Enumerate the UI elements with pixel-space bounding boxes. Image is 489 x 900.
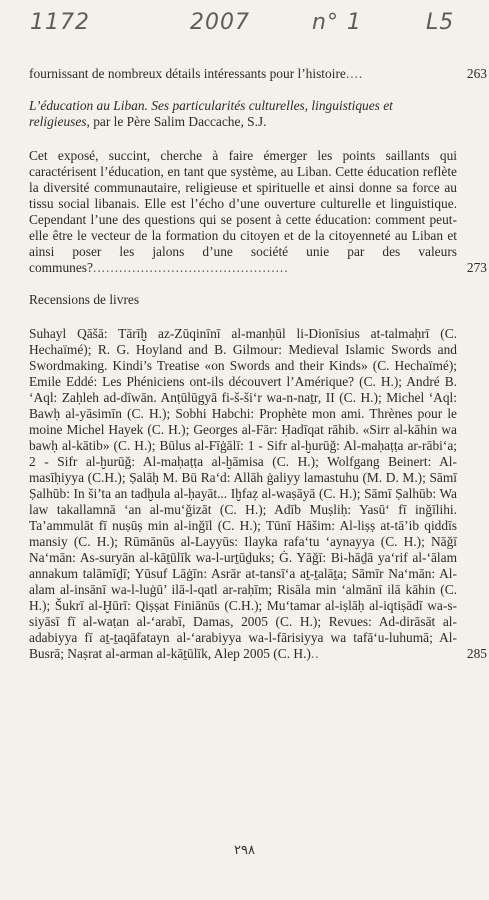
- leader-dots: ..: [310, 646, 320, 661]
- leader-dots: ....: [345, 66, 364, 81]
- article-title: L’éducation au Liban. Ses particularités culturelles, linguistiques et religieuses: [29, 98, 393, 129]
- handwritten-note-year: 2007: [190, 10, 250, 35]
- page-ref-285: 285: [466, 646, 487, 661]
- page-ref-263: 263: [466, 66, 487, 81]
- continuation-text: fournissant de nombreux détails intéressants pour l’histoire: [29, 66, 346, 81]
- article-title-entry: [29, 98, 457, 130]
- abstract-entry: [29, 148, 487, 276]
- page-ref-273: 273: [466, 260, 487, 275]
- continuation-entry: [29, 66, 487, 82]
- handwritten-note-issue: n° 1: [312, 10, 362, 35]
- recensions-entry: [29, 326, 487, 662]
- leader-dots: .............................................: [92, 260, 289, 275]
- recensions-list: [29, 326, 457, 662]
- handwritten-note-code: L5: [426, 10, 455, 35]
- recensions-text: Suhayl Qāšā: Tārīḫ az-Zūqinīnī al-manḥūl li-Dionīsius at-talmaḥrī (C. Hechaïmé); R. G. Hoyland and B. Gilmour: Medieval Islamic Swords and Swordmaking. Kindi’s Treatise «on Swords and their Kinds» (C. Hechaïmé); Emile Eddé: Les Phéniciens ont-ils découvert l’Amérique? (C. H.); André B. ‘Aql: Zaḥleh ad-dīwān. Anṭūlūgyā fi-š-ši‘r wa-n-naṯr, II (C. H.); Michel ‘Aql: Bawḥ al-yāsimīn (C. H.); Sobhi Habchi: Prophète mon ami. Thrènes pour le moine Michel Hayek (C. H.); Georges al-Fār: Ḥadīqat rāhib. «Sirr al-kāhin wa bawḥ al-kātib» (C. H.); Būlus al-Fīġālī: 1 - Sifr al-ḫurūǧ: Al-maḥaṭṭa ar-rābi‘a; 2 - Sifr al-ḫurūǧ: Al-maḥaṭṭa al-ḫāmisa (C. H.); Wolfgang Beinert: Al-masīḥiyya (C.H.); Ṣalāḥ M. Bū Ra‘d: Allāh ġaliyy lamastuhu (M. D. M.); Sāmī Ṣalhūb: In ši’ta an tadḫula al-ḥayāt... Iḫfaẓ al-waṣāyā (C. H.); Sāmī Ṣalhūb: Wa law takallamnā ‘an al-mu‘ǧizāt (C. H.); Adīb Muṣliḥ: Yasū‘ fī inǧīlihi. Ta’ammulāt fī nuṣūṣ min al-inǧīl (C. H.); Tūnī Hāšim: Al-liṣṣ at-tā’ib qiddīs mansiy (C. H.); Rūmānūs al-Layyūs: Ilayka rafa‘tu ‘aynayya (C. H.); Nāǧī Na‘mān: As-suryān al-kāṯūlīk wa-l-urṯūḏuks; Ġ. Yāǧī: Bi-hāḏā ya‘rif al-‘ālam annakum talāmīḏī; Yūsuf Lāġīn: Asrār at-tansī‘a aṯ-ṯalāṯa; Sāmīr Na‘mān: Al-alam al-insānī wa-l-luġū’ ilā-l-qatl ar-raḥīm; Risāla min ‘almānī ilā kāhin (C. H.); Šukrī al-Ḫūrī: Qiṣṣat Finiānūs (C.H.); Mu‘tamar al-iṣlāḥ al-iqtiṣādī wa-s-siyāsī fī al-waṭan al-‘arabī, Damas, 2005 (C. H.); Revues: Ad-dirāsāt al-adabiyya fī aṯ-ṯaqāfatayn al-‘arabiyya wa-l-fārisiyya wa tafā‘u-luhumā; Al-Busrā; Naṣrat al-arman al-kāṯūlīk, Alep 2005 (C. H.): [29, 326, 457, 661]
- abstract-text: Cet exposé, succint, cherche à faire émerger les points saillants qui caractérisent l’éducation, en tant que système, au Liban. Cette éducation reflète la diversité communautaire, religieuse et spirituelle et ainsi donne sa force au tissu social libanais. Elle est l’écho d’une ouverture culturelle et linguistique. Cependant l’une des questions qui se posent à cette éducation: comment peut-elle être le vecteur de la formation du citoyen et de la citoyenneté au Liban et ainsi poser les jalons d’une société unie par des valeurs communes?: [29, 148, 457, 275]
- table-of-contents: [29, 66, 487, 662]
- handwritten-note-ref: 1172: [30, 10, 90, 35]
- abstract-paragraph: [29, 148, 457, 276]
- section-heading: Recensions de livres: [29, 292, 140, 307]
- article-author: , par le Père Salim Daccache, S.J.: [86, 114, 267, 129]
- page-number: ٢٩٨: [234, 843, 255, 858]
